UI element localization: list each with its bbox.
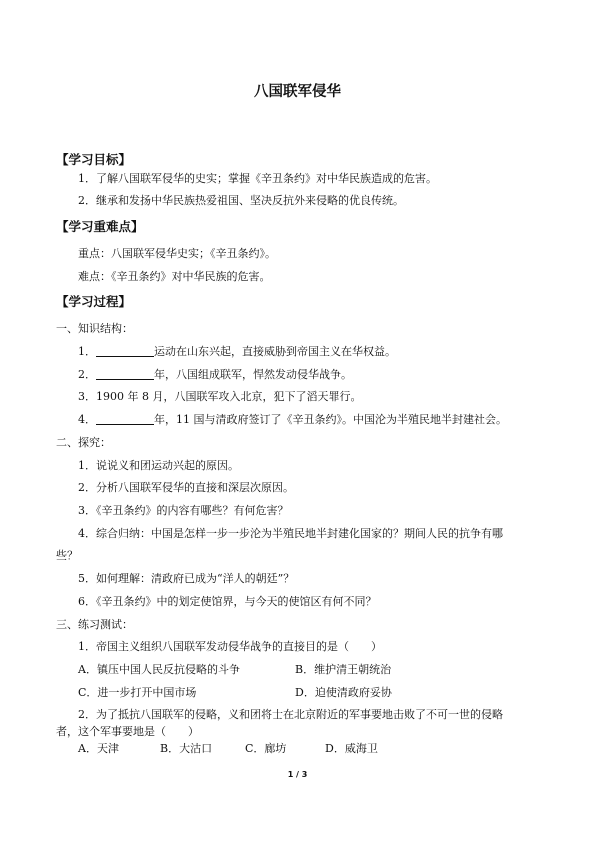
blank-line[interactable] [96,345,154,357]
section-heading-goals: 【学习目标】 [56,152,132,167]
question-1-option-d: D．迫使清政府妥协 [295,686,392,699]
blank-line[interactable] [96,368,154,380]
blank-line[interactable] [96,413,154,425]
section-heading-keypoints: 【学习重难点】 [56,219,144,234]
explore-item-1: 1．说说义和团运动兴起的原因。 [78,459,239,472]
part3-heading: 三、练习测试： [56,618,133,631]
page-number: 1 / 3 [287,770,308,779]
goal-item-2: 2．继承和发扬中华民族热爱祖国、坚决反抗外来侵略的优良传统。 [78,194,404,207]
question-1-option-b: B．维护清王朝统治 [295,663,392,676]
question-2-stem-line1: 2．为了抵抗八国联军的侵略，义和团将士在北京附近的军事要地击败了不可一世的侵略 [78,708,503,721]
explore-item-4: 4．综合归纳：中国是怎样一步一步沦为半殖民地半封建化国家的？期间人民的抗争有哪 [78,527,503,540]
fill-item-3: 3．1900 年 8 月，八国联军攻入北京，犯下了滔天罪行。 [78,390,362,403]
keypoint-focus: 重点：八国联军侵华史实；《辛丑条约》。 [78,247,276,260]
question-2-option-c: C．廊坊 [245,742,287,755]
goal-item-1: 1．了解八国联军侵华的史实；掌握《辛丑条约》对中华民族造成的危害。 [78,172,437,185]
part2-heading: 二、探究： [56,436,111,449]
fill-blank-item-2: 2． 年，八国组成联军，悍然发动侵华战争。 [78,368,352,381]
part1-heading: 一、知识结构： [56,322,133,335]
fill-blank-item-1: 1． 运动在山东兴起，直接威胁到帝国主义在华权益。 [78,345,396,358]
explore-item-3: 3．《辛丑条约》的内容有哪些？有何危害？ [78,504,289,517]
question-2-stem-line2: 者，这个军事要地是（ ） [56,725,199,738]
explore-item-6: 6．《辛丑条约》中的划定使馆界，与今天的使馆区有何不同？ [78,595,377,608]
fill-blank-item-4: 4． 年，11 国与清政府签订了《辛丑条约》。中国沦为半殖民地半封建社会。 [78,413,507,426]
explore-item-2: 2．分析八国联军侵华的直接和深层次原因。 [78,481,294,494]
question-2-option-b: B．大沽口 [160,742,213,755]
question-2-option-d: D．威海卫 [325,742,378,755]
explore-item-4-cont: 些？ [56,549,78,562]
question-1-stem: 1．帝国主义组织八国联军发动侵华战争的直接目的是（ ） [78,640,382,653]
section-heading-process: 【学习过程】 [56,294,132,309]
keypoint-difficulty: 难点：《辛丑条约》对中华民族的危害。 [78,270,271,283]
question-2-option-a: A．天津 [78,742,119,755]
question-1-option-a: A．镇压中国人民反抗侵略的斗争 [78,663,240,676]
question-1-option-c: C．进一步打开中国市场 [78,686,197,699]
page-title: 八国联军侵华 [254,84,341,100]
explore-item-5: 5．如何理解：清政府已成为“洋人的朝廷”？ [78,572,295,585]
